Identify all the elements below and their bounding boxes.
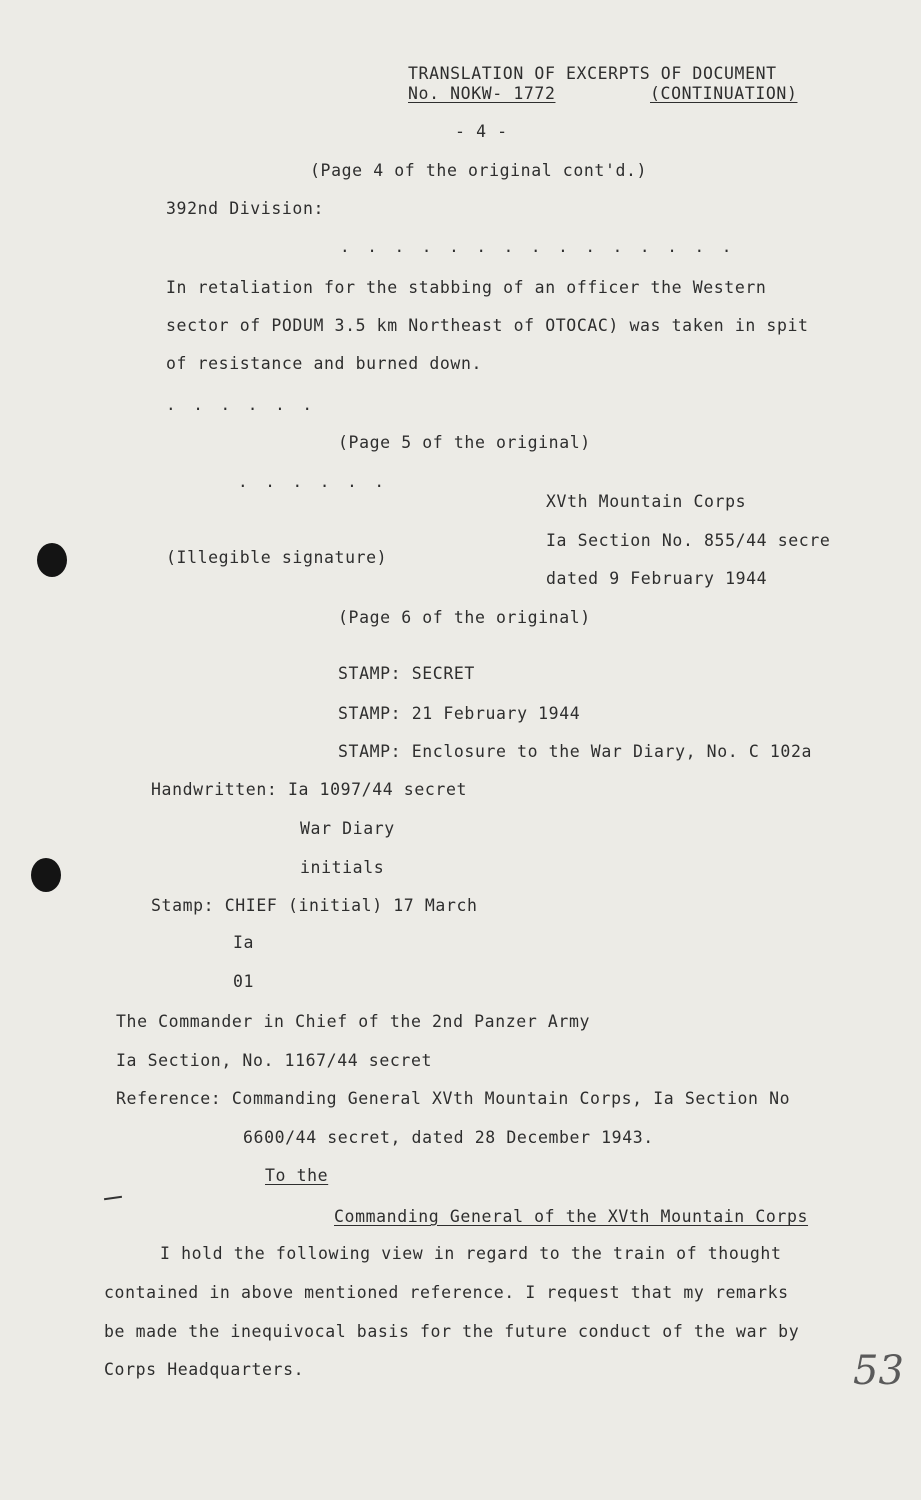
addressee-to: To the: [265, 1166, 329, 1185]
retaliation-line-2: sector of PODUM 3.5 km Northeast of OTOCAC) was taken in spit: [166, 316, 809, 335]
division-heading: 392nd Division:: [166, 199, 325, 218]
body-line-4: Corps Headquarters.: [104, 1360, 305, 1379]
section-number: Ia Section No. 855/44 secre: [546, 531, 831, 550]
stamp-enclosure: STAMP: Enclosure to the War Diary, No. C 102a: [338, 742, 813, 761]
stamp-date: STAMP: 21 February 1944: [338, 704, 581, 723]
page-6-note: (Page 6 of the original): [338, 608, 591, 627]
handwritten-line-3: initials: [300, 858, 385, 877]
chief-stamp-line-1: Stamp: CHIEF (initial) 17 March: [151, 896, 478, 915]
chief-stamp-line-2: Ia: [233, 933, 255, 952]
handwritten-line-2: War Diary: [300, 819, 395, 838]
body-line-2: contained in above mentioned reference. I request that my remarks: [104, 1283, 789, 1302]
illegible-signature: (Illegible signature): [166, 548, 388, 567]
document-number: No. NOKW- 1772: [408, 84, 556, 103]
ellipsis-row: . . . . . .: [238, 472, 388, 491]
commander-line-2: Ia Section, No. 1167/44 secret: [116, 1051, 433, 1070]
handwritten-line-1: Handwritten: Ia 1097/44 secret: [151, 780, 468, 799]
page-4-note: (Page 4 of the original cont'd.): [310, 161, 648, 180]
corps-name: XVth Mountain Corps: [546, 492, 747, 511]
commander-line-1: The Commander in Chief of the 2nd Panzer Army: [116, 1012, 591, 1031]
chief-stamp-line-3: 01: [233, 972, 255, 991]
addressee-name: Commanding General of the XVth Mountain Corps: [334, 1207, 809, 1226]
pen-mark: [104, 1196, 122, 1200]
punch-hole: [31, 858, 61, 892]
punch-hole: [37, 543, 67, 577]
reference-line-2: 6600/44 secret, dated 28 December 1943.: [243, 1128, 654, 1147]
continuation-label: (CONTINUATION): [650, 84, 798, 103]
reference-line-1: Reference: Commanding General XVth Mountain Corps, Ia Section No: [116, 1089, 791, 1108]
ellipsis-row: . . . . . . . . . . . . . . .: [340, 237, 736, 256]
handwritten-page-annotation: 53: [853, 1348, 904, 1394]
body-line-1: I hold the following view in regard to the train of thought: [160, 1244, 782, 1263]
page-number: - 4 -: [455, 122, 508, 141]
retaliation-line-3: of resistance and burned down.: [166, 354, 483, 373]
ellipsis-row: . . . . . .: [166, 395, 316, 414]
retaliation-line-1: In retaliation for the stabbing of an officer the Western: [166, 278, 767, 297]
stamp-secret: STAMP: SECRET: [338, 664, 475, 683]
signature-date: dated 9 February 1944: [546, 569, 768, 588]
body-line-3: be made the inequivocal basis for the future conduct of the war by: [104, 1322, 800, 1341]
document-title: TRANSLATION OF EXCERPTS OF DOCUMENT: [408, 64, 777, 83]
page-5-note: (Page 5 of the original): [338, 433, 591, 452]
